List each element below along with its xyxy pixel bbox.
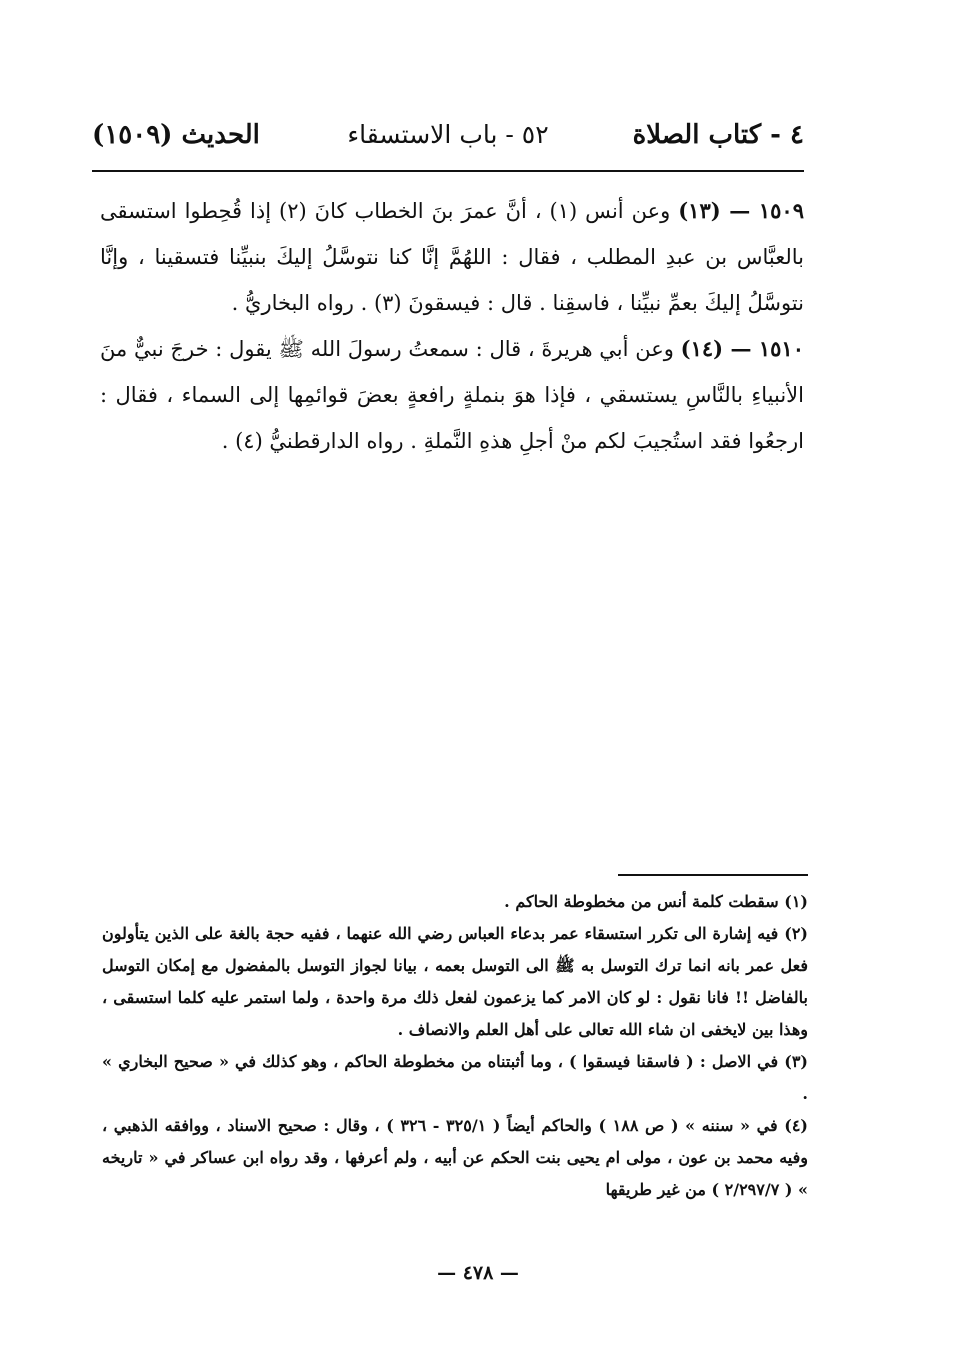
hadith-number: ١٥٠٩ — (١٣) bbox=[678, 198, 804, 223]
footnote: (٣) في الاصل : ( فاسقنا فيسقوا ) ، وما أثبتناه من مخطوطة الحاكم ، وهو كذلك في « صحيح البخاري » . bbox=[102, 1052, 808, 1103]
running-header bbox=[92, 120, 804, 166]
hadith-paragraph bbox=[100, 326, 804, 464]
footnote-rule bbox=[618, 874, 808, 876]
hadith-text: وعن أنس (١) ، أنَّ عمرَ بنَ الخطاب كانَ (٢) إذا قُحِطوا استسقى بالعبَّاس بن عبدِ المطلب ، فقال : اللهُمَّ إنَّا كنا نتوسَّلُ إليكَ بنبيِّنا فتسقينا ، وإنَّا نتوسَّلُ إليكَ بعمِّ نبيِّنا ، فاسقِنا . قال : فيسقونَ (٣) . رواه البخاريُّ . bbox=[100, 199, 804, 315]
footnote: (٢) فيه إشارة الى تكرر استسقاء عمر بدعاء العباس رضي الله عنهما ، ففيه حجة بالغة على الذين يتأولون فعل عمر بانه انما ترك التوسل به ﷺ الى التوسل بعمه ، بيانا لجواز التوسل بالمفضول مع إمكان التوسل بالفاضل !! فانا نقول : لو كان الامر كما يزعمون لفعل ذلك مرة واحدة ، ولما استمر عليه كلما استسقى ، وهذا بين لايخفى ان شاء الله تعالى على أهل العلم والانصاف . bbox=[102, 924, 809, 1039]
hadith-number: ١٥١٠ — (١٤) bbox=[680, 336, 804, 361]
header-book-title: ٤ - كتاب الصلاة bbox=[632, 120, 804, 150]
page-number: — ٤٧٨ — bbox=[437, 1262, 519, 1284]
header-chapter-title: ٥٢ - باب الاستسقاء bbox=[347, 120, 549, 149]
header-hadith-ref: الحديث (١٥٠٩) bbox=[92, 120, 260, 150]
header-rule bbox=[92, 170, 804, 172]
hadith-text: وعن أبي هريرةَ ، قال : سمعتُ رسولَ الله ﷺ يقول : خرجَ نبيٌّ منَ الأنبياءِ بالنَّاسِ يستسقي ، فإذا هوَ بنملةٍ رافعةٍ بعضَ قوائمِها إلى السماء ، فقال : ارجعُوا فقد استُجيبَ لكم منْ أجلِ هذهِ النَّملةِ . رواه الدارقطنيُّ (٤) . bbox=[100, 337, 804, 453]
hadith-paragraph bbox=[100, 188, 804, 326]
footnotes bbox=[102, 886, 808, 1206]
main-text bbox=[100, 188, 804, 464]
footnote: (١) سقطت كلمة أنس من مخطوطة الحاكم . bbox=[504, 892, 808, 911]
footnote: (٤) في « سننه » ( ص ١٨٨ ) والحاكم أيضاً ( ٣٢٥/١ - ٣٢٦ ) ، وقال : صحيح الاسناد ، ووافقه الذهبي ، وفيه محمد بن عون ، مولى ام يحيى بنت الحكم عن أبيه ، ولم أعرفها ، وقد رواه ابن عساكر في « تاريخه » ( ٢/٢٩٧/٧ ) من غير طريقها bbox=[102, 1116, 808, 1199]
